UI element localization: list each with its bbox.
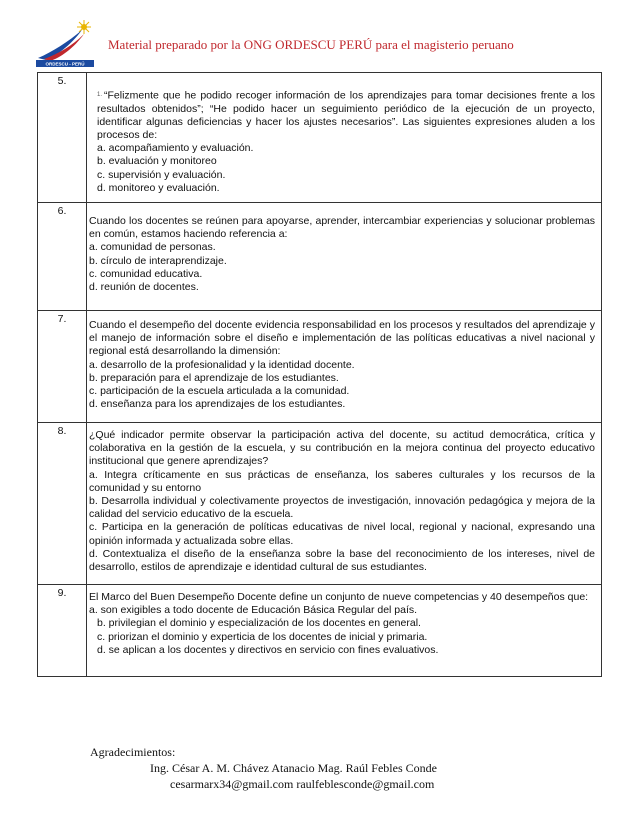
option-a: a. son exigibles a todo docente de Educación Básica Regular del país. [89, 604, 418, 617]
option-d: d. se aplican a los docentes y directivos en servicio con fines evaluativos. [97, 643, 439, 656]
question-row [38, 311, 602, 423]
option-c: c. participación de la escuela articulada a la comunidad. [89, 385, 350, 398]
question-number: 5. [38, 73, 87, 203]
option-c: c. priorizan el dominio y experticia de los docentes de inicial y primaria. [97, 630, 428, 643]
option-a: a. comunidad de personas. [89, 241, 216, 254]
header-title: Material preparado por la ONG ORDESCU PERÚ para el magisterio peruano [108, 37, 514, 52]
ack-emails: cesarmarx34@gmail.com raulfeblesconde@gmail.com [170, 777, 435, 791]
question-number: 9. [38, 585, 87, 677]
question-row [38, 73, 602, 203]
question-row [38, 423, 602, 585]
ordescu-logo [34, 18, 96, 68]
acknowledgements [90, 744, 437, 792]
question-row [38, 203, 602, 311]
option-c: c. Participa en la generación de políticas educativas de nivel local, regional y nacional, expresando una opinión informada y actualizada sobre ellas. [89, 521, 595, 547]
option-d: d. enseñanza para los aprendizajes de los estudiantes. [89, 398, 346, 411]
list-marker: 1. [97, 92, 103, 98]
option-a: a. desarrollo de la profesionalidad y la identidad docente. [89, 358, 355, 371]
question-number: 6. [38, 203, 87, 311]
question-content [87, 585, 602, 677]
option-b: b. preparación para el aprendizaje de los estudiantes. [89, 371, 339, 384]
option-d: d. Contextualiza el diseño de la enseñanza sobre la base del reconocimiento de los intereses, nivel de desarrollo, estilos de aprendizaje e identidad cultural de sus estudiantes. [89, 547, 595, 574]
question-stem: El Marco del Buen Desempeño Docente define un conjunto de nueve competencias y 40 desempeños que: [89, 591, 589, 603]
question-content [87, 203, 602, 311]
question-stem: Cuando el desempeño del docente evidencia responsabilidad en los procesos y resultados del aprendizaje y el manejo de información sobre el diseño e implementación de las políticas educativas a nivel nacional y regional está desarrollando la dimensión: [89, 319, 595, 358]
logo-text: ORDESCU - PERÚ [45, 61, 85, 67]
question-stem: 1. “Felizmente que he podido recoger información de los aprendizajes para tomar decisiones frente a los resultados obtenidos”; “He podido hacer un seguimiento periódico de la ejecución de un proyecto, identificar algunas deficiencias y hacer los ajustes necesarios”. Las siguientes expresiones aluden a los procesos de: [97, 89, 595, 141]
questions-table [37, 72, 602, 677]
option-d: d. monitoreo y evaluación. [97, 181, 220, 194]
question-stem: Cuando los docentes se reúnen para apoyarse, aprender, intercambiar experiencias y solucionar problemas en común, estamos haciendo referencia a: [89, 215, 595, 241]
ack-names: Ing. César A. M. Chávez Atanacio Mag. Raúl Febles Conde [150, 761, 437, 775]
question-number: 7. [38, 311, 87, 423]
ack-label: Agradecimientos: [90, 745, 176, 759]
option-c: c. comunidad educativa. [89, 267, 203, 280]
option-a: a. acompañamiento y evaluación. [97, 142, 254, 155]
option-b: b. círculo de interaprendizaje. [89, 254, 227, 267]
option-d: d. reunión de docentes. [89, 281, 199, 294]
question-content [87, 73, 602, 203]
sun-icon [77, 20, 91, 34]
option-b: b. privilegian el dominio y especialización de los docentes en general. [97, 617, 421, 630]
option-b: b. evaluación y monitoreo [97, 155, 217, 168]
question-content [87, 423, 602, 585]
question-number: 8. [38, 423, 87, 585]
option-a: a. Integra críticamente en sus prácticas de enseñanza, los saberes culturales y los recursos de la comunidad y su entorno [89, 468, 595, 494]
question-stem: ¿Qué indicador permite observar la participación activa del docente, su actitud democrática, crítica y colaborativa en la gestión de la escuela, y su contribución en la mejora continua del proyecto educativo institucional que genere aprendizajes? [89, 429, 595, 468]
option-b: b. Desarrolla individual y colectivamente proyectos de investigación, innovación pedagógica y mejora de la calidad del servicio educativo de la escuela. [89, 495, 595, 521]
option-c: c. supervisión y evaluación. [97, 168, 226, 181]
question-row [38, 585, 602, 677]
question-content [87, 311, 602, 423]
